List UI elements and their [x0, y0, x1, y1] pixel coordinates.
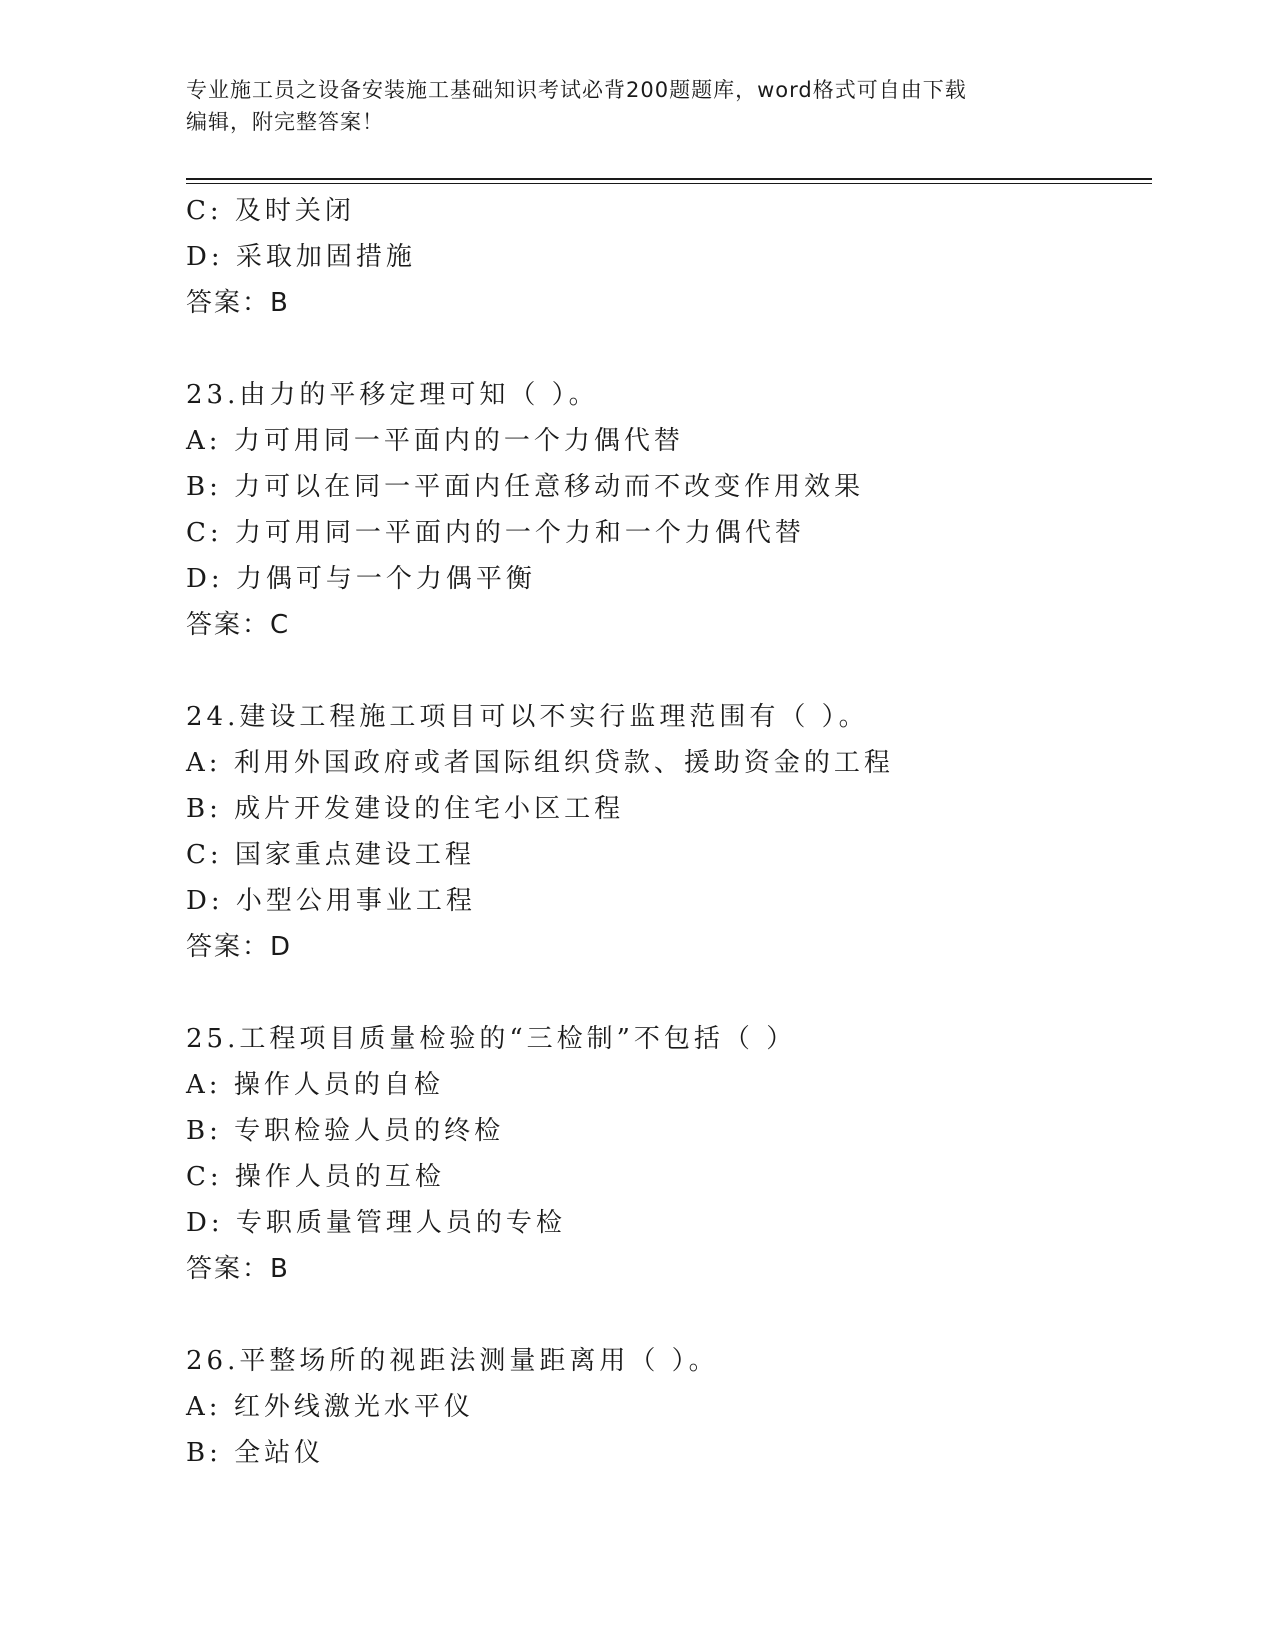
- option-c: [186, 188, 1146, 234]
- option-d: [186, 234, 1146, 280]
- option-label: A:: [186, 1392, 222, 1422]
- spacer: [186, 970, 1146, 1016]
- header-line-2: 编辑，附完整答案！: [186, 110, 384, 134]
- option-text: 红外线激光水平仪: [233, 1392, 474, 1422]
- option-label: B:: [186, 794, 222, 824]
- option-label: B:: [186, 1116, 222, 1146]
- question-26: [186, 1338, 1146, 1476]
- option-text: 专职质量管理人员的专检: [235, 1208, 566, 1238]
- option-text: 力偶可与一个力偶平衡: [235, 564, 536, 594]
- option-label: B:: [186, 1438, 222, 1468]
- option-b: [186, 1108, 1146, 1154]
- question-list: [186, 188, 1146, 1476]
- option-text: 操作人员的互检: [234, 1162, 445, 1192]
- option-c: [186, 832, 1146, 878]
- option-d: [186, 878, 1146, 924]
- option-text: 及时关闭: [234, 196, 355, 226]
- option-text: 全站仪: [234, 1438, 325, 1468]
- option-label: A:: [186, 748, 222, 778]
- option-a: [186, 418, 1146, 464]
- answer-line: 答案：C: [186, 610, 291, 640]
- spacer: [186, 326, 1146, 372]
- option-a: [186, 1062, 1146, 1108]
- option-text: 小型公用事业工程: [235, 886, 476, 916]
- option-text: 采取加固措施: [235, 242, 416, 272]
- option-d: [186, 556, 1146, 602]
- option-c: [186, 510, 1146, 556]
- option-c: [186, 1154, 1146, 1200]
- option-text: 力可用同一平面内的一个力偶代替: [233, 426, 684, 456]
- option-text: 操作人员的自检: [233, 1070, 444, 1100]
- option-text: 利用外国政府或者国际组织贷款、援助资金的工程: [233, 748, 894, 778]
- answer-line: 答案：B: [186, 288, 290, 318]
- option-label: C:: [186, 1162, 223, 1192]
- option-label: C:: [186, 518, 223, 548]
- option-b: [186, 464, 1146, 510]
- answer-line: 答案：D: [186, 932, 293, 962]
- option-text: 力可以在同一平面内任意移动而不改变作用效果: [234, 472, 865, 502]
- spacer: [186, 1292, 1146, 1338]
- option-b: [186, 786, 1146, 832]
- option-text: 国家重点建设工程: [234, 840, 475, 870]
- option-a: [186, 740, 1146, 786]
- question-stem: 26.平整场所的视距法测量距离用（ ）。: [186, 1346, 719, 1376]
- option-label: D:: [186, 1208, 224, 1238]
- question-stem: 23.由力的平移定理可知（ ）。: [186, 380, 599, 410]
- option-label: A:: [186, 426, 222, 456]
- question-25: [186, 1016, 1146, 1292]
- header-divider-thin: [186, 183, 1152, 184]
- document-header: [186, 74, 1076, 138]
- option-d: [186, 1200, 1146, 1246]
- option-b: [186, 1430, 1146, 1476]
- question-stem: 24.建设工程施工项目可以不实行监理范围有（ ）。: [186, 702, 869, 732]
- answer-line: 答案：B: [186, 1254, 290, 1284]
- question-stem: 25.工程项目质量检验的“三检制”不包括（ ）: [186, 1024, 797, 1054]
- option-a: [186, 1384, 1146, 1430]
- header-line-1: 专业施工员之设备安装施工基础知识考试必背200题题库，word格式可自由下载: [186, 78, 967, 102]
- question-22-continued: [186, 188, 1146, 326]
- option-text: 力可用同一平面内的一个力和一个力偶代替: [234, 518, 805, 548]
- option-text: 专职检验人员的终检: [234, 1116, 505, 1146]
- option-label: D:: [186, 886, 224, 916]
- question-23: [186, 372, 1146, 648]
- question-24: [186, 694, 1146, 970]
- spacer: [186, 648, 1146, 694]
- option-label: C:: [186, 840, 223, 870]
- option-label: C:: [186, 196, 223, 226]
- option-label: D:: [186, 242, 224, 272]
- option-label: A:: [186, 1070, 222, 1100]
- option-text: 成片开发建设的住宅小区工程: [234, 794, 625, 824]
- option-label: B:: [186, 472, 222, 502]
- header-divider-thick: [186, 178, 1152, 180]
- option-label: D:: [186, 564, 224, 594]
